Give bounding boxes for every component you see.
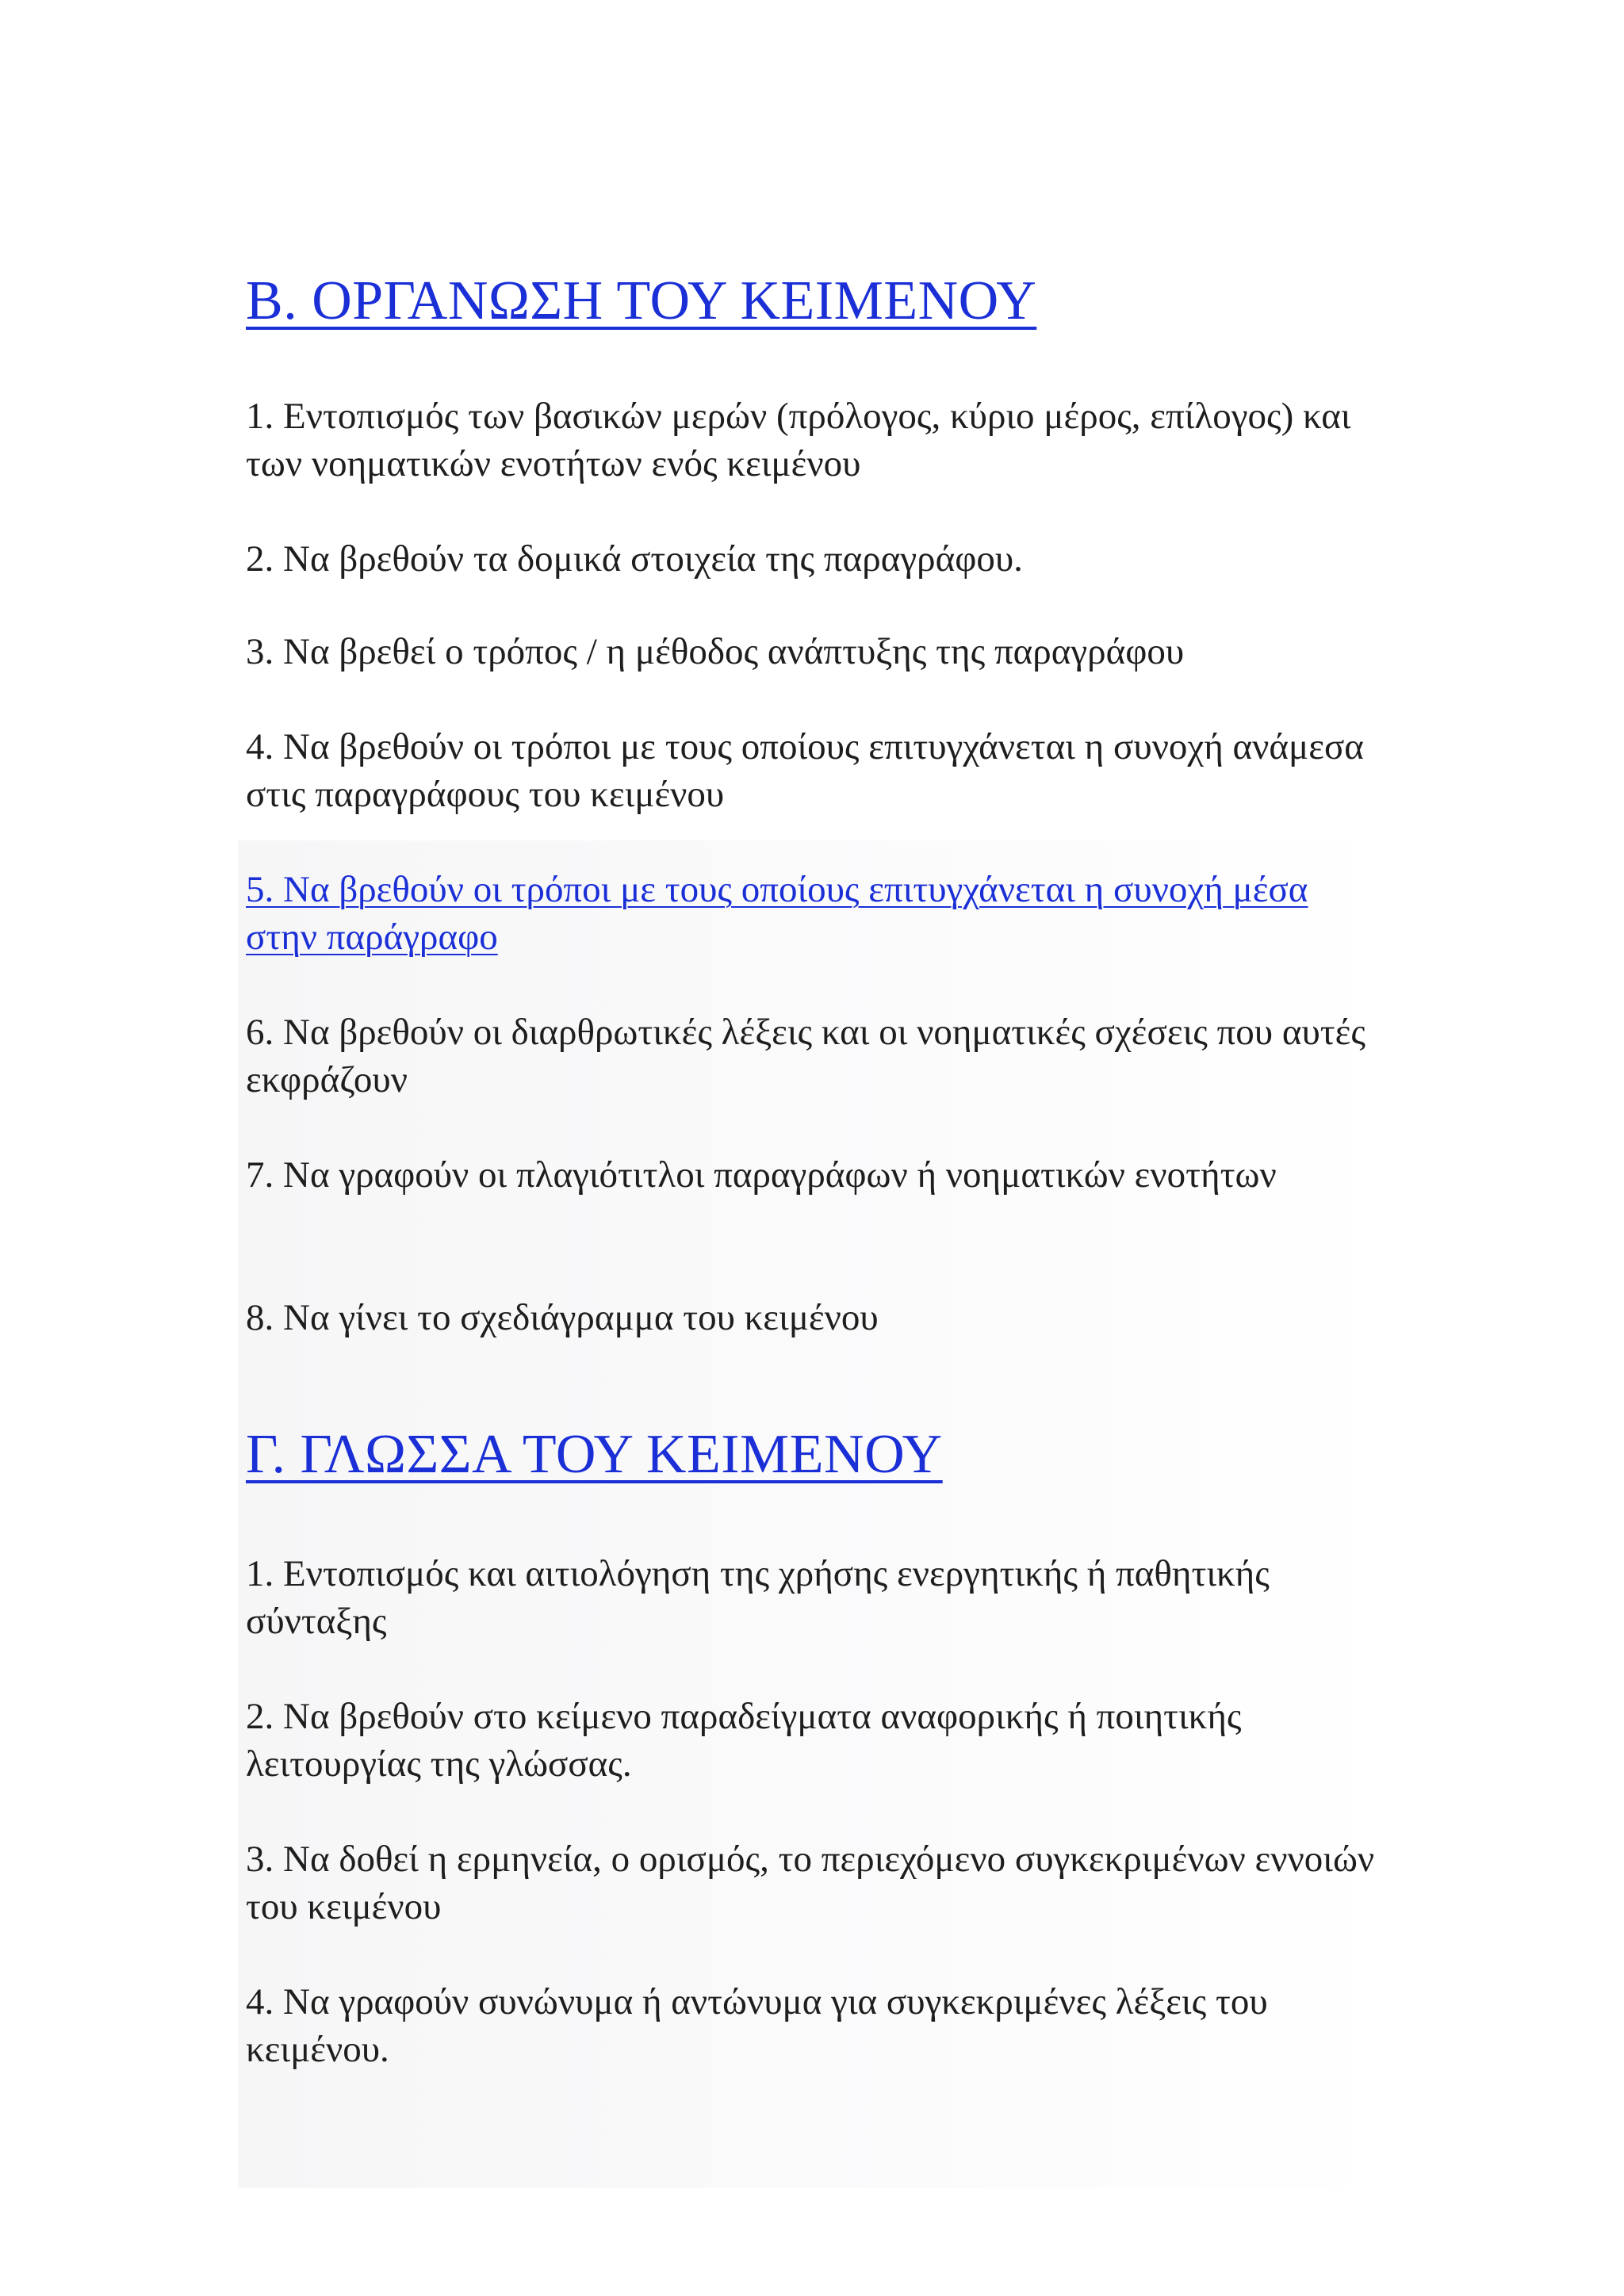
section-c-item-4: 4. Να γραφούν συνώνυμα ή αντώνυμα για συγκεκριμένες λέξεις του κειμένου.: [246, 1981, 1268, 2070]
section-b-item-3: 3. Να βρεθεί ο τρόπος / η μέθοδος ανάπτυξης της παραγράφου: [246, 631, 1185, 672]
section-b-item-8: 8. Να γίνει το σχεδιάγραμμα του κειμένου: [246, 1297, 879, 1338]
section-b-item-5-link[interactable]: 5. Να βρεθούν οι τρόποι με τους οποίους επιτυγχάνεται η συνοχή μέσα στην παράγραφο: [246, 869, 1308, 958]
section-b-item-6: 6. Να βρεθούν οι διαρθρωτικές λέξεις και οι νοηματικές σχέσεις που αυτές εκφράζουν: [246, 1012, 1365, 1100]
section-b-item-4: 4. Να βρεθούν οι τρόποι με τους οποίους επιτυγχάνεται η συνοχή ανάμεσα στις παραγράφους του κειμένου: [246, 726, 1364, 815]
section-c-item-1: 1. Εντοπισμός και αιτιολόγηση της χρήσης ενεργητικής ή παθητικής σύνταξης: [246, 1553, 1270, 1642]
section-c-item-3: 3. Να δοθεί η ερμηνεία, ο ορισμός, το περιεχόμενο συγκεκριμένων εννοιών του κειμένου: [246, 1839, 1375, 1927]
section-b-item-2: 2. Να βρεθούν τα δομικά στοιχεία της παραγράφου.: [246, 538, 1023, 580]
section-c-item-2: 2. Να βρεθούν στο κείμενο παραδείγματα αναφορικής ή ποιητικής λειτουργίας της γλώσσας.: [246, 1696, 1242, 1785]
section-b-heading[interactable]: Β. ΟΡΓΑΝΩΣΗ ΤΟΥ ΚΕΙΜΕΝΟΥ: [246, 270, 1037, 331]
section-c-heading[interactable]: Γ. ΓΛΩΣΣΑ ΤΟΥ ΚΕΙΜΕΝΟΥ: [246, 1424, 943, 1485]
section-b-item-1: 1. Εντοπισμός των βασικών μερών (πρόλογος, κύριο μέρος, επίλογος) και των νοηματικών ενοτήτων ενός κειμένου: [246, 396, 1351, 484]
section-b-item-7: 7. Να γραφούν οι πλαγιότιτλοι παραγράφων ή νοηματικών ενοτήτων: [246, 1154, 1277, 1196]
